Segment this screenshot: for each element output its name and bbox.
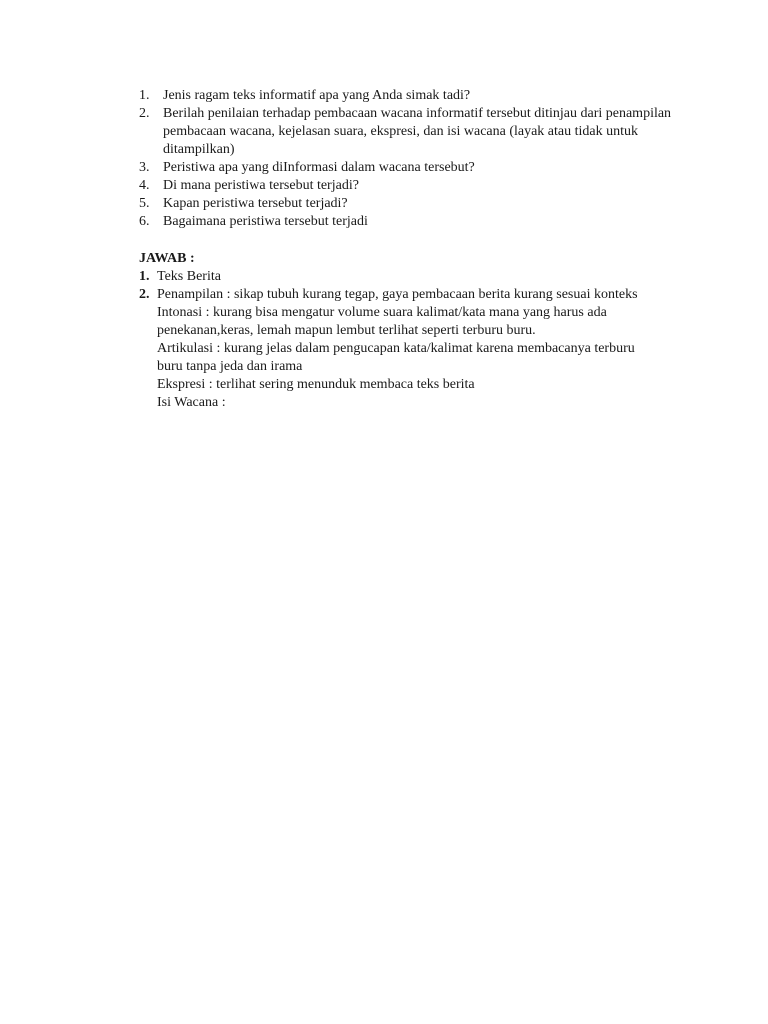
question-item [139, 195, 679, 213]
question-number: 6. [139, 214, 150, 229]
answer-line-artikulasi: Artikulasi : kurang jelas dalam pengucapan kata/kalimat karena membacanya terburu buru tanpa jeda dan irama [157, 341, 635, 374]
answer-line-ekspresi: Ekspresi : terlihat sering menunduk membaca teks berita [157, 377, 475, 392]
question-item [139, 159, 679, 177]
question-item [139, 177, 679, 195]
question-text: Berilah penilaian terhadap pembacaan wacana informatif tersebut ditinjau dari penampilan pembacaan wacana, kejelasan suara, ekspresi, dan isi wacana (layak atau tidak untuk ditampilkan) [163, 106, 672, 157]
answer-line: Teks Berita [157, 269, 221, 284]
answer-number: 1. [139, 269, 150, 284]
question-text: Kapan peristiwa tersebut terjadi? [163, 196, 348, 211]
question-text: Di mana peristiwa tersebut terjadi? [163, 178, 359, 193]
question-item [139, 87, 679, 105]
answer-body [157, 268, 659, 286]
question-number: 5. [139, 196, 150, 211]
question-number: 2. [139, 106, 150, 121]
question-text: Jenis ragam teks informatif apa yang Anda simak tadi? [163, 88, 471, 103]
answer-item [139, 286, 659, 412]
answer-line-penampilan: Penampilan : sikap tubuh kurang tegap, gaya pembacaan berita kurang sesuai konteks [157, 287, 638, 302]
question-text: Peristiwa apa yang diInformasi dalam wacana tersebut? [163, 160, 475, 175]
question-number: 1. [139, 88, 150, 103]
question-text: Bagaimana peristiwa tersebut terjadi [163, 214, 368, 229]
question-item [139, 213, 679, 231]
answer-line-isi-wacana: Isi Wacana : [157, 395, 226, 410]
question-number: 4. [139, 178, 150, 193]
answer-list [139, 268, 659, 412]
answer-heading: JAWAB : [139, 251, 195, 266]
answer-line-intonasi: Intonasi : kurang bisa mengatur volume suara kalimat/kata mana yang harus ada penekanan,keras, lemah mapun lembut terlihat seperti terburu buru. [157, 305, 607, 338]
answer-body [157, 286, 659, 412]
question-number: 3. [139, 160, 150, 175]
answer-item [139, 268, 659, 286]
answer-number: 2. [139, 287, 150, 302]
question-item [139, 105, 679, 159]
question-list [139, 87, 679, 231]
